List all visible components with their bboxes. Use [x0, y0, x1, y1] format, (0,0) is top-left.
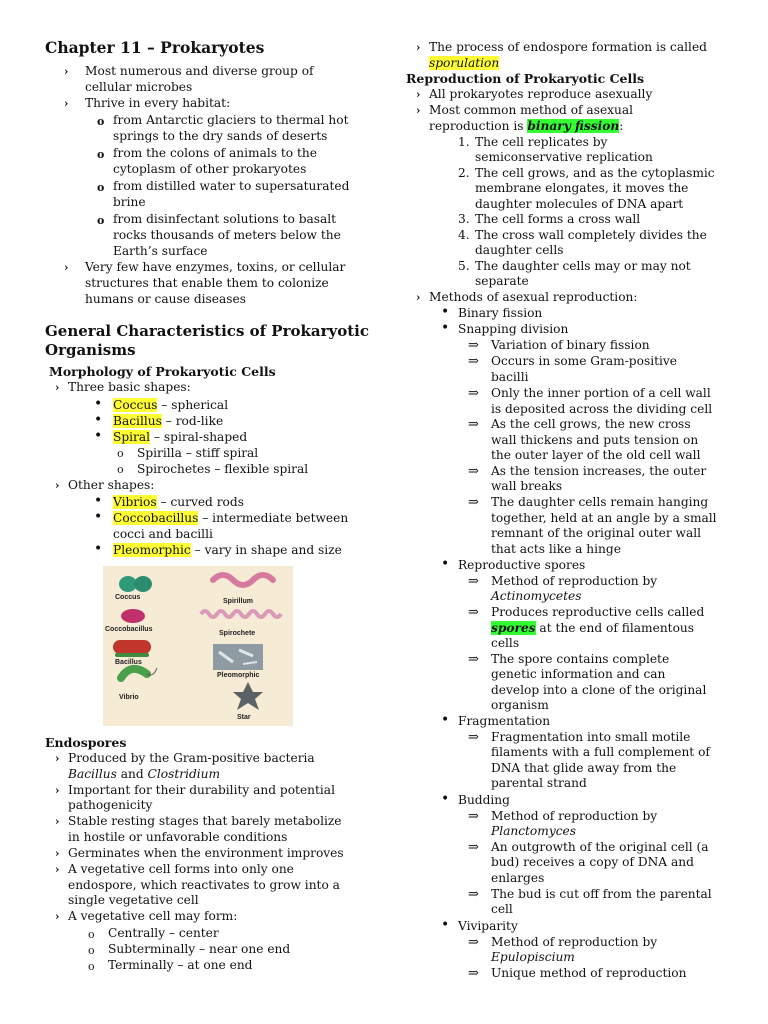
arrow-icon: ⇒ [468, 730, 479, 745]
detail-text: Unique method of reproduction [491, 966, 687, 980]
habitat-text: brine [113, 195, 146, 209]
bullet-arrow: › [55, 479, 60, 492]
bullet-disc: • [94, 493, 103, 509]
endo-text: A vegetative cell forms into only one [68, 862, 294, 876]
bullet-arrow: › [416, 41, 421, 54]
shape-coccobacillus-cont: cocci and bacilli [113, 527, 213, 541]
detail-text: Fragmentation into small motile [491, 730, 691, 744]
endo-text: single vegetative cell [68, 893, 199, 907]
detail-text: wall thickens and puts tension on [491, 433, 699, 447]
step-number: 5. [458, 259, 470, 273]
endo-text: Produced by the Gram-positive bacteria [68, 751, 315, 765]
endo-text: Important for their durability and potential [68, 783, 335, 797]
arrow-icon: ⇒ [468, 652, 479, 667]
intro-text: Thrive in every habitat: [85, 96, 231, 110]
detail-text: Produces reproductive cells called [491, 605, 705, 619]
bullet-disc: • [94, 428, 103, 444]
shape-coccus: Coccus – spherical [113, 398, 229, 412]
step-text: membrane elongates, it moves the [475, 181, 689, 195]
pleomorphic-icon [213, 644, 263, 670]
endospores-heading: Endospores [45, 735, 127, 750]
figure-label: Coccus [115, 594, 141, 601]
endo-text: Stable resting stages that barely metabolize [68, 814, 342, 828]
intro-text: humans or cause diseases [85, 292, 246, 306]
bullet-arrow: › [55, 752, 60, 765]
detail-text: spores at the end of filamentous [491, 621, 695, 635]
bacteria-shapes-figure [103, 566, 293, 726]
detail-text: that acts like a hinge [491, 542, 621, 556]
arrow-icon: ⇒ [468, 809, 479, 824]
arrow-icon: ⇒ [468, 338, 479, 353]
habitat-text: springs to the dry sands of deserts [113, 129, 328, 143]
detail-text: is deposited across the dividing cell [491, 402, 713, 416]
bullet-disc: • [94, 541, 103, 557]
bullet-arrow: › [55, 863, 60, 876]
shape-pleomorphic: Pleomorphic – vary in shape and size [113, 543, 342, 557]
method-name: Binary fission [458, 306, 543, 320]
method-name: Reproductive spores [458, 558, 586, 572]
detail-text: The spore contains complete [491, 652, 670, 666]
endo-text: pathogenicity [68, 798, 153, 812]
step-number: 3. [458, 212, 470, 226]
bullet-arrow: › [416, 291, 421, 304]
detail-text: remnant of the original outer wall [491, 526, 702, 540]
step-text: The cell forms a cross wall [475, 212, 641, 226]
bullet-circle: o [97, 148, 105, 161]
detail-text: parental strand [491, 776, 587, 790]
arrow-icon: ⇒ [468, 464, 479, 479]
step-text: separate [475, 274, 529, 288]
step-text: daughter cells [475, 243, 564, 257]
detail-text: cell [491, 902, 513, 916]
habitat-text: from disinfectant solutions to basalt [113, 212, 337, 226]
vibrio-icon [121, 669, 147, 678]
figure-label: Star [237, 714, 251, 721]
method-name: Snapping division [458, 322, 569, 336]
coccobacillus-icon [121, 609, 145, 623]
figure-label: Spirillum [223, 598, 253, 605]
intro-text: Very few have enzymes, toxins, or cellular [85, 260, 346, 274]
repro-text: All prokaryotes reproduce asexually [429, 87, 653, 101]
bullet-disc: • [441, 712, 450, 728]
arrow-icon: ⇒ [468, 386, 479, 401]
bullet-circle: o [97, 214, 105, 227]
arrow-icon: ⇒ [468, 840, 479, 855]
sporulation-term: sporulation [429, 56, 500, 70]
bullet-circle: o [88, 928, 95, 941]
bullet-disc: • [441, 320, 450, 336]
endo-position: Centrally – center [108, 926, 219, 940]
list-text: Other shapes: [68, 478, 155, 492]
endo-text: endospore, which reactivates to grow into a [68, 878, 340, 892]
shape-coccobacillus: Coccobacillus – intermediate between [113, 511, 349, 525]
intro-text: Most numerous and diverse group of [85, 64, 314, 78]
arrow-icon: ⇒ [468, 966, 479, 981]
bullet-disc: • [441, 917, 450, 933]
intro-text: cellular microbes [85, 80, 193, 94]
habitat-text: Earth’s surface [113, 244, 208, 258]
habitat-text: rocks thousands of meters below the [113, 228, 341, 242]
bullet-arrow: › [55, 847, 60, 860]
habitat-text: cytoplasm of other prokaryotes [113, 162, 307, 176]
detail-text: genetic information and can [491, 667, 666, 681]
bacillus-icon [113, 640, 151, 654]
detail-text: bacilli [491, 370, 529, 384]
step-text: semiconservative replication [475, 150, 653, 164]
habitat-text: from the colons of animals to the [113, 146, 317, 160]
detail-text: Occurs in some Gram-positive [491, 354, 677, 368]
bacillus-icon [115, 653, 149, 657]
arrow-icon: ⇒ [468, 574, 479, 589]
coccus-icon [134, 576, 152, 592]
methods-text: Methods of asexual reproduction: [429, 290, 638, 304]
detail-text: The bud is cut off from the parental [491, 887, 712, 901]
detail-text: Epulopiscium [491, 950, 575, 964]
bullet-arrow: › [55, 815, 60, 828]
arrow-icon: ⇒ [468, 935, 479, 950]
detail-text: together, held at an angle by a small [491, 511, 717, 525]
bullet-arrow: › [416, 88, 421, 101]
bullet-circle: o [88, 944, 95, 957]
habitat-text: from distilled water to supersaturated [113, 179, 350, 193]
section-title: Organisms [45, 341, 136, 359]
detail-text: organism [491, 698, 549, 712]
detail-text: As the cell grows, the new cross [491, 417, 691, 431]
bullet-arrow: › [416, 104, 421, 117]
figure-label: Spirochete [219, 630, 256, 637]
endo-text: in hostile or unfavorable conditions [68, 830, 288, 844]
chapter-title: Chapter 11 – Prokaryotes [45, 38, 265, 57]
intro-text: structures that enable them to colonize [85, 276, 329, 290]
bullet-arrow: › [55, 784, 60, 797]
detail-text: Only the inner portion of a cell wall [491, 386, 711, 400]
morphology-heading: Morphology of Prokaryotic Cells [49, 364, 276, 379]
detail-text: bud) receives a copy of DNA and [491, 855, 694, 869]
detail-text: As the tension increases, the outer [491, 464, 707, 478]
repro-text: Most common method of asexual [429, 103, 634, 117]
detail-text: The daughter cells remain hanging [491, 495, 709, 509]
endo-text: Bacillus and Clostridium [68, 767, 221, 781]
bullet-arrow: › [55, 910, 60, 923]
method-name: Fragmentation [458, 714, 551, 728]
sporulation-text: The process of endospore formation is called [429, 40, 707, 54]
arrow-icon: ⇒ [468, 887, 479, 902]
arrow-icon: ⇒ [468, 495, 479, 510]
bullet-arrow: › [64, 65, 69, 78]
bullet-disc: • [441, 556, 450, 572]
method-name: Viviparity [458, 919, 518, 933]
shape-spirochetes: Spirochetes – flexible spiral [137, 462, 309, 476]
habitat-text: from Antarctic glaciers to thermal hot [113, 113, 349, 127]
bullet-disc: • [441, 304, 450, 320]
bullet-circle: o [88, 960, 95, 973]
figure-label: Coccobacillus [105, 626, 153, 633]
detail-text: An outgrowth of the original cell (a [491, 840, 709, 854]
spirillum-icon [213, 575, 273, 585]
list-text: Three basic shapes: [68, 380, 191, 394]
step-text: daughter molecules of DNA apart [475, 197, 684, 211]
bullet-circle: o [97, 181, 105, 194]
endo-position: Terminally – at one end [108, 958, 253, 972]
repro-text: reproduction is binary fission: [429, 119, 624, 133]
step-number: 1. [458, 135, 470, 149]
detail-text: Method of reproduction by [491, 574, 658, 588]
method-name: Budding [458, 793, 510, 807]
step-text: The daughter cells may or may not [475, 259, 691, 273]
bullet-arrow: › [64, 97, 69, 110]
arrow-icon: ⇒ [468, 417, 479, 432]
detail-text: filaments with a full complement of [491, 745, 710, 759]
detail-text: enlarges [491, 871, 545, 885]
step-number: 2. [458, 166, 470, 180]
bullet-arrow: › [64, 261, 69, 274]
shape-vibrios: Vibrios – curved rods [113, 495, 244, 509]
step-number: 4. [458, 228, 470, 242]
detail-text: wall breaks [491, 479, 563, 493]
bacteria-illustration [103, 566, 293, 726]
detail-text: DNA that glide away from the [491, 761, 677, 775]
endo-position: Subterminally – near one end [108, 942, 291, 956]
star-icon [233, 682, 263, 710]
detail-text: Method of reproduction by [491, 809, 658, 823]
detail-text: Method of reproduction by [491, 935, 658, 949]
detail-text: Variation of binary fission [491, 338, 650, 352]
bullet-circle: o [97, 115, 105, 128]
step-text: The cross wall completely divides the [475, 228, 707, 242]
arrow-icon: ⇒ [468, 605, 479, 620]
figure-label: Vibrio [119, 694, 139, 701]
bullet-disc: • [94, 509, 103, 525]
figure-label: Bacillus [115, 659, 142, 666]
endo-text: Germinates when the environment improves [68, 846, 344, 860]
section-title: General Characteristics of Prokaryotic [45, 322, 369, 340]
arrow-icon: ⇒ [468, 354, 479, 369]
detail-text: the outer layer of the old cell wall [491, 448, 701, 462]
bullet-disc: • [94, 412, 103, 428]
detail-text: develop into a clone of the original [491, 683, 707, 697]
bullet-disc: • [94, 396, 103, 412]
figure-label: Pleomorphic [217, 672, 260, 679]
reproduction-heading: Reproduction of Prokaryotic Cells [406, 71, 645, 86]
bullet-disc: • [441, 791, 450, 807]
bullet-circle: o [117, 463, 124, 476]
detail-text: cells [491, 636, 520, 650]
spirochete-icon [201, 611, 281, 617]
bullet-circle: o [117, 447, 124, 460]
step-text: The cell replicates by [475, 135, 608, 149]
shape-spiral: Spiral – spiral-shaped [113, 430, 248, 444]
bullet-arrow: › [55, 381, 60, 394]
detail-text: Actinomycetes [491, 589, 582, 603]
step-text: The cell grows, and as the cytoplasmic [475, 166, 715, 180]
shape-spirilla: Spirilla – stiff spiral [137, 446, 259, 460]
detail-text: Planctomyces [491, 824, 577, 838]
endo-text: A vegetative cell may form: [68, 909, 238, 923]
shape-bacillus: Bacillus – rod-like [113, 414, 224, 428]
